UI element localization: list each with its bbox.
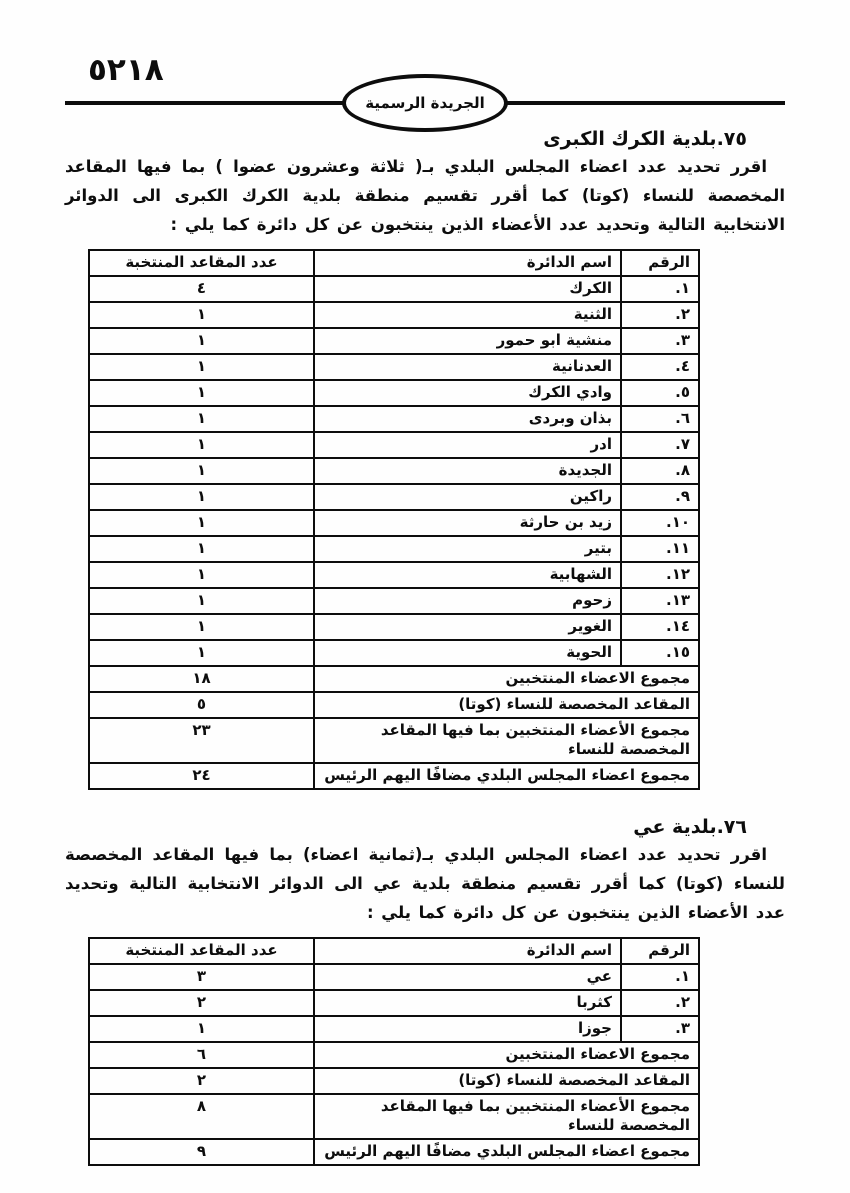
summary-row bbox=[89, 1094, 699, 1139]
row-number: ١. bbox=[621, 276, 699, 302]
seat-count: ٢ bbox=[89, 990, 314, 1016]
seat-count: ١ bbox=[89, 510, 314, 536]
district-table-76 bbox=[88, 937, 700, 1166]
summary-label: المقاعد المخصصة للنساء (كوتا) bbox=[314, 692, 699, 718]
district-name: زحوم bbox=[314, 588, 621, 614]
summary-row bbox=[89, 1068, 699, 1094]
district-name: بتير bbox=[314, 536, 621, 562]
page-content bbox=[0, 118, 850, 1192]
summary-label: مجموع اعضاء المجلس البلدي مضافًا اليهم الرئيس bbox=[314, 763, 699, 789]
table-row bbox=[89, 510, 699, 536]
table-row bbox=[89, 1016, 699, 1042]
summary-row bbox=[89, 718, 699, 763]
seat-count: ١ bbox=[89, 588, 314, 614]
table-row bbox=[89, 536, 699, 562]
seat-count: ١ bbox=[89, 614, 314, 640]
seat-count: ١ bbox=[89, 354, 314, 380]
row-number: ٤. bbox=[621, 354, 699, 380]
header-elected-seats: عدد المقاعد المنتخبة bbox=[89, 938, 314, 964]
summary-value: ٥ bbox=[89, 692, 314, 718]
district-name: العدنانية bbox=[314, 354, 621, 380]
summary-row bbox=[89, 666, 699, 692]
summary-label: مجموع الأعضاء المنتخبين بما فيها المقاعد المخصصة للنساء bbox=[314, 718, 699, 763]
header-district-name: اسم الدائرة bbox=[314, 938, 621, 964]
row-number: ٦. bbox=[621, 406, 699, 432]
district-name: ادر bbox=[314, 432, 621, 458]
gazette-title-oval bbox=[342, 74, 508, 132]
row-number: ١. bbox=[621, 964, 699, 990]
summary-label: المقاعد المخصصة للنساء (كوتا) bbox=[314, 1068, 699, 1094]
seat-count: ١ bbox=[89, 458, 314, 484]
header-elected-seats: عدد المقاعد المنتخبة bbox=[89, 250, 314, 276]
district-name: كثربا bbox=[314, 990, 621, 1016]
summary-row bbox=[89, 692, 699, 718]
seat-count: ١ bbox=[89, 328, 314, 354]
seat-count: ١ bbox=[89, 484, 314, 510]
row-number: ١٢. bbox=[621, 562, 699, 588]
row-number: ٨. bbox=[621, 458, 699, 484]
seat-count: ١ bbox=[89, 1016, 314, 1042]
district-name: وادي الكرك bbox=[314, 380, 621, 406]
section-76 bbox=[65, 816, 785, 1166]
seat-count: ١ bbox=[89, 406, 314, 432]
summary-value: ٦ bbox=[89, 1042, 314, 1068]
seat-count: ١ bbox=[89, 432, 314, 458]
row-number: ١٠. bbox=[621, 510, 699, 536]
header-number: الرقم bbox=[621, 938, 699, 964]
summary-value: ٢ bbox=[89, 1068, 314, 1094]
summary-label: مجموع الاعضاء المنتخبين bbox=[314, 1042, 699, 1068]
district-name: عي bbox=[314, 964, 621, 990]
table-row bbox=[89, 380, 699, 406]
row-number: ٥. bbox=[621, 380, 699, 406]
summary-row bbox=[89, 1139, 699, 1165]
summary-value: ٢٣ bbox=[89, 718, 314, 763]
row-number: ٣. bbox=[621, 1016, 699, 1042]
district-name: الكرك bbox=[314, 276, 621, 302]
header-district-name: اسم الدائرة bbox=[314, 250, 621, 276]
seat-count: ١ bbox=[89, 380, 314, 406]
seat-count: ١ bbox=[89, 302, 314, 328]
district-name: منشية ابو حمور bbox=[314, 328, 621, 354]
table-row bbox=[89, 458, 699, 484]
district-table-75 bbox=[88, 249, 700, 790]
summary-label: مجموع الاعضاء المنتخبين bbox=[314, 666, 699, 692]
summary-value: ٨ bbox=[89, 1094, 314, 1139]
summary-value: ٩ bbox=[89, 1139, 314, 1165]
district-name: جوزا bbox=[314, 1016, 621, 1042]
table-row bbox=[89, 484, 699, 510]
table-header-row bbox=[89, 938, 699, 964]
district-name: بذان وبردى bbox=[314, 406, 621, 432]
table-row bbox=[89, 640, 699, 666]
seat-count: ١ bbox=[89, 536, 314, 562]
summary-row bbox=[89, 1042, 699, 1068]
page-number: ٥٢١٨ bbox=[88, 52, 164, 88]
table-row bbox=[89, 562, 699, 588]
table-header-row bbox=[89, 250, 699, 276]
district-name: الحوية bbox=[314, 640, 621, 666]
summary-value: ٢٤ bbox=[89, 763, 314, 789]
seat-count: ٣ bbox=[89, 964, 314, 990]
seat-count: ١ bbox=[89, 640, 314, 666]
row-number: ١١. bbox=[621, 536, 699, 562]
row-number: ٢. bbox=[621, 990, 699, 1016]
seat-count: ١ bbox=[89, 562, 314, 588]
table-row bbox=[89, 614, 699, 640]
header-number: الرقم bbox=[621, 250, 699, 276]
section-76-heading: ٧٦.بلدية عي bbox=[633, 816, 747, 838]
summary-label: مجموع الأعضاء المنتخبين بما فيها المقاعد المخصصة للنساء bbox=[314, 1094, 699, 1139]
gazette-title: الجريدة الرسمية bbox=[365, 94, 485, 112]
row-number: ٧. bbox=[621, 432, 699, 458]
summary-label: مجموع اعضاء المجلس البلدي مضافًا اليهم الرئيس bbox=[314, 1139, 699, 1165]
section-75-paragraph: اقرر تحديد عدد اعضاء المجلس البلدي بـ( ثلاثة وعشرون عضوا ) بما فيها المقاعد المخصصة للنساء (كوتا) كما أقرر تقسيم منطقة بلدية الكرك الكبرى الى الدوائر الانتخابية التالية وتحديد عدد الأعضاء الذين ينتخبون عن كل دائرة كما يلي : bbox=[65, 157, 785, 234]
row-number: ١٤. bbox=[621, 614, 699, 640]
table-row bbox=[89, 354, 699, 380]
row-number: ١٥. bbox=[621, 640, 699, 666]
district-name: زيد بن حارثة bbox=[314, 510, 621, 536]
summary-value: ١٨ bbox=[89, 666, 314, 692]
section-75 bbox=[65, 128, 785, 790]
row-number: ٣. bbox=[621, 328, 699, 354]
table-row bbox=[89, 406, 699, 432]
district-name: راكين bbox=[314, 484, 621, 510]
district-name: الغوير bbox=[314, 614, 621, 640]
section-76-paragraph: اقرر تحديد عدد اعضاء المجلس البلدي بـ(ثمانية اعضاء) بما فيها المقاعد المخصصة للنساء (كوتا) كما أقرر تقسيم منطقة بلدية عي الى الدوائر الانتخابية التالية وتحديد عدد الأعضاء الذين ينتخبون عن كل دائرة كما يلي : bbox=[65, 845, 785, 922]
table-row bbox=[89, 588, 699, 614]
district-name: الشهابية bbox=[314, 562, 621, 588]
table-row bbox=[89, 432, 699, 458]
table-row bbox=[89, 302, 699, 328]
table-row bbox=[89, 328, 699, 354]
section-75-heading: ٧٥.بلدية الكرك الكبرى bbox=[543, 128, 747, 150]
district-name: الثنية bbox=[314, 302, 621, 328]
seat-count: ٤ bbox=[89, 276, 314, 302]
table-row bbox=[89, 990, 699, 1016]
table-row bbox=[89, 964, 699, 990]
row-number: ٩. bbox=[621, 484, 699, 510]
row-number: ٢. bbox=[621, 302, 699, 328]
district-name: الجديدة bbox=[314, 458, 621, 484]
table-row bbox=[89, 276, 699, 302]
row-number: ١٣. bbox=[621, 588, 699, 614]
summary-row bbox=[89, 763, 699, 789]
